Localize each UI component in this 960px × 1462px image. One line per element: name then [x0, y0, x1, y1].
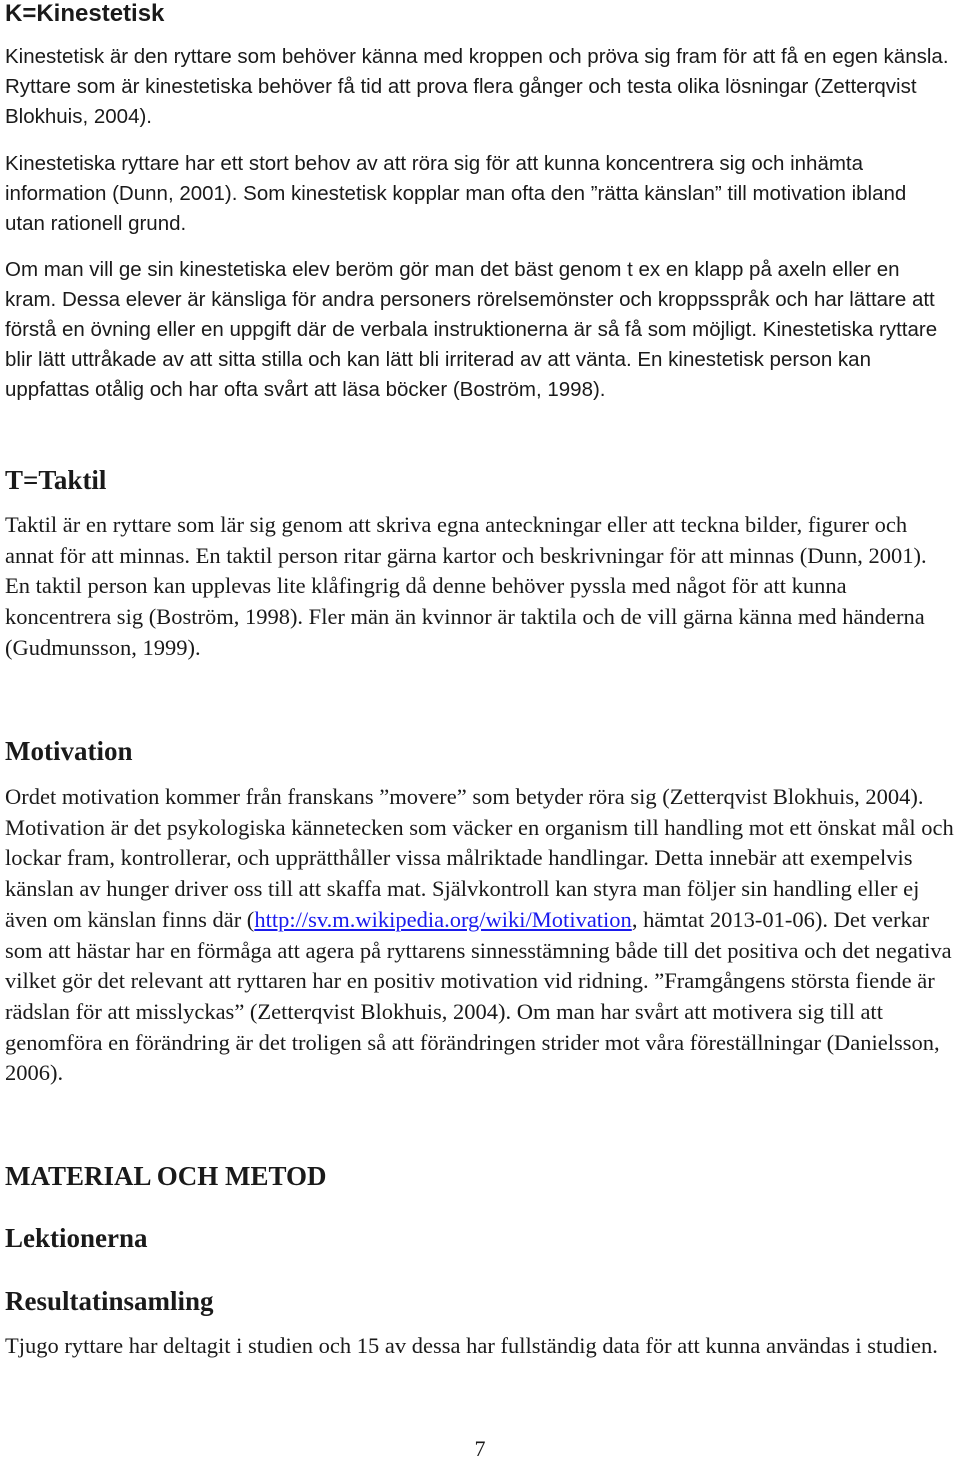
heading-material-och-metod: MATERIAL OCH METOD [5, 1161, 327, 1191]
wikipedia-motivation-link[interactable]: http://sv.m.wikipedia.org/wiki/Motivation [254, 906, 632, 932]
page-number: 7 [474, 1436, 486, 1461]
heading-resultatinsamling: Resultatinsamling [5, 1286, 214, 1316]
paragraph-kinestetisk-1: Kinestetisk är den ryttare som behöver känna med kroppen och pröva sig fram för att få en egen känsla. Ryttare som är kinestetiska behöver få tid att prova flera gånger och testa olika lösningar (Zetterqvist Blokhuis, 2004). [5, 45, 949, 128]
motivation-text-before-link: Ordet motivation kommer från franskans ”movere” som betyder röra sig (Zetterqvist Blokhuis, 2004). Motivation är det psykologiska kännetecken som väcker en organism till handling mot ett önskat mål och lockar fram, kontrollerar, och upprätthåller vissa målriktade handlingar. Detta innebär att exempelvis känslan av hunger driver oss till att skaffa mat. Självkontroll kan styra man följer sin handling eller ej även om känslan finns där ( [5, 784, 954, 932]
motivation-text-after-link: , hämtat 2013-01-06). Det verkar som att hästar har en förmåga att agera på ryttarens sinnesstämning både till det positiva och det negativa vilket gör det relevant att ryttaren har en positiv motivation vid ridning. ”Framgångens största fiende är rädslan för att misslyckas” (Zetterqvist Blokhuis, 2004). Om man har svårt att motivera sig till att genomföra en förändring är det troligen så att förändringen strider mot våra föreställningar (Danielsson, 2006). [5, 906, 952, 1086]
heading-lektionerna: Lektionerna [5, 1223, 148, 1253]
paragraph-kinestetisk-2: Kinestetiska ryttare har ett stort behov av att röra sig för att kunna koncentrera sig och inhämta information (Dunn, 2001). Som kinestetisk kopplar man ofta den ”rätta känslan” till motivation ibland utan rationell grund. [5, 152, 907, 235]
heading-kinestetisk: K=Kinestetisk [5, 0, 165, 27]
paragraph-motivation [5, 782, 960, 1089]
heading-taktil: T=Taktil [5, 465, 107, 495]
paragraph-taktil: Taktil är en ryttare som lär sig genom att skriva egna anteckningar eller att teckna bilder, figurer och annat för att minnas. En taktil person ritar gärna kartor och beskrivningar för att minnas (Dunn, 2001). En taktil person kan upplevas lite klåfingrig då denne behöver pyssla med något för att kunna koncentrera sig (Boström, 1998). Fler män än kvinnor är taktila och de vill gärna känna med händerna (Gudmunsson, 1999). [5, 512, 927, 660]
heading-motivation: Motivation [5, 736, 133, 766]
paragraph-resultatinsamling: Tjugo ryttare har deltagit i studien och 15 av dessa har fullständig data för att kunna användas i studien. [5, 1333, 938, 1358]
paragraph-kinestetisk-3-start: Om man vill ge sin kinestetiska elev beröm gör man det bäst genom t ex en klapp på axeln eller en kram. Dessa elever är känsliga för andra personers rörelsemönster och kroppsspråk och har lättare att förstå en övning eller en uppgift där de verbala instruktionerna är så få som möjligt. Kinestetiska ryttare blir lätt uttråkade av att sitta stilla och kan lätt bli irriterad av att vänta. En kinestetisk person kan uppfattas otålig och har ofta svårt att läsa böcker (Boström, 1998). [5, 258, 938, 401]
